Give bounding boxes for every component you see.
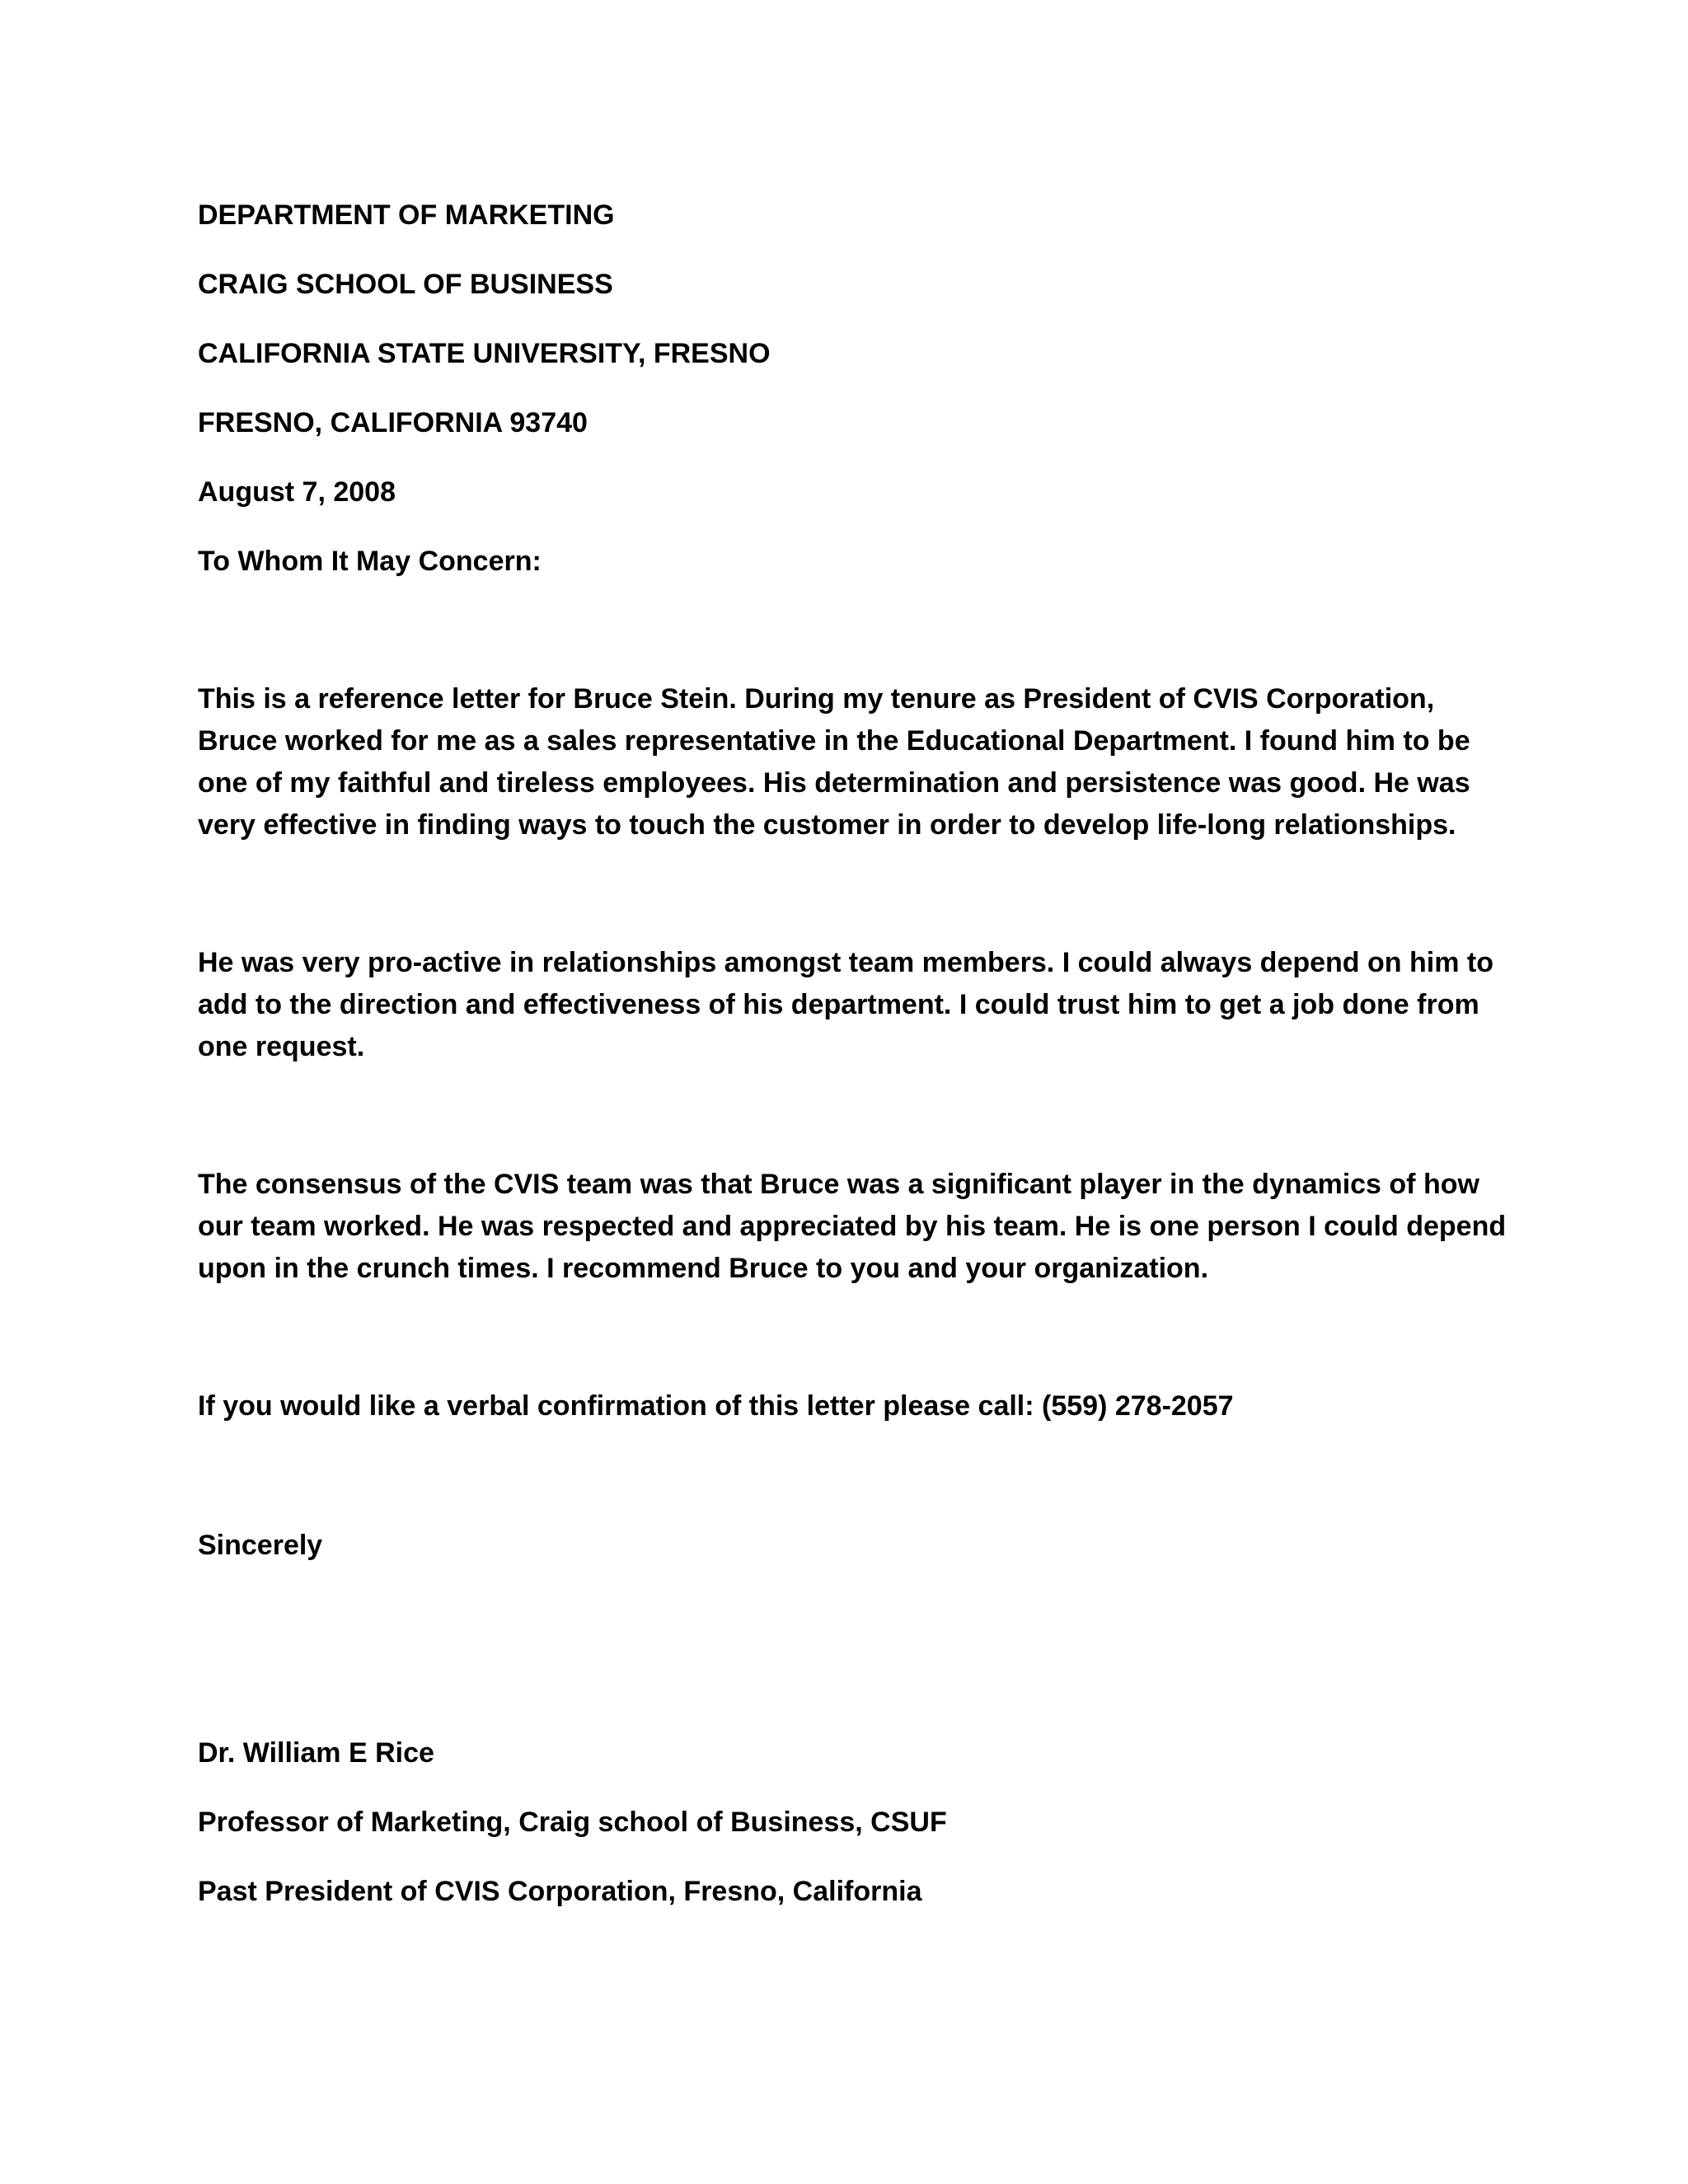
signature-past-title: Past President of CVIS Corporation, Fresno, California: [198, 1876, 922, 1907]
letter-date: August 7, 2008: [198, 476, 396, 508]
signature-name: Dr. William E Rice: [198, 1737, 434, 1769]
body-paragraph-2: He was very pro-active in relationships amongst team members. I could always depend on him to add to the direction and effectiveness of his department. I could trust him to get a job done from one request.: [198, 947, 1493, 1062]
letterhead-department: DEPARTMENT OF MARKETING: [198, 199, 615, 231]
closing: Sincerely: [198, 1530, 323, 1561]
signature-title: Professor of Marketing, Craig school of Business, CSUF: [198, 1807, 947, 1838]
salutation: To Whom It May Concern:: [198, 546, 542, 577]
body-paragraph-1: This is a reference letter for Bruce Stein. During my tenure as President of CVIS Corporation, Bruce worked for me as a sales representative in the Educational Department. I found him to be one of my faithful and tireless employees. His determination and persistence was good. He was very effective in finding ways to touch the customer in order to develop life-long relationships.: [198, 683, 1470, 841]
body-paragraph-3: The consensus of the CVIS team was that Bruce was a significant player in the dynamics of how our team worked. He was respected and appreciated by his team. He is one person I could depend upon in the crunch times. I recommend Bruce to you and your organization.: [198, 1169, 1507, 1284]
letterhead-university: CALIFORNIA STATE UNIVERSITY, FRESNO: [198, 338, 771, 369]
letterhead-school: CRAIG SCHOOL OF BUSINESS: [198, 269, 613, 300]
letterhead-city: FRESNO, CALIFORNIA 93740: [198, 407, 588, 438]
body-paragraph-4: If you would like a verbal confirmation of this letter please call: (559) 278-2057: [198, 1390, 1234, 1422]
